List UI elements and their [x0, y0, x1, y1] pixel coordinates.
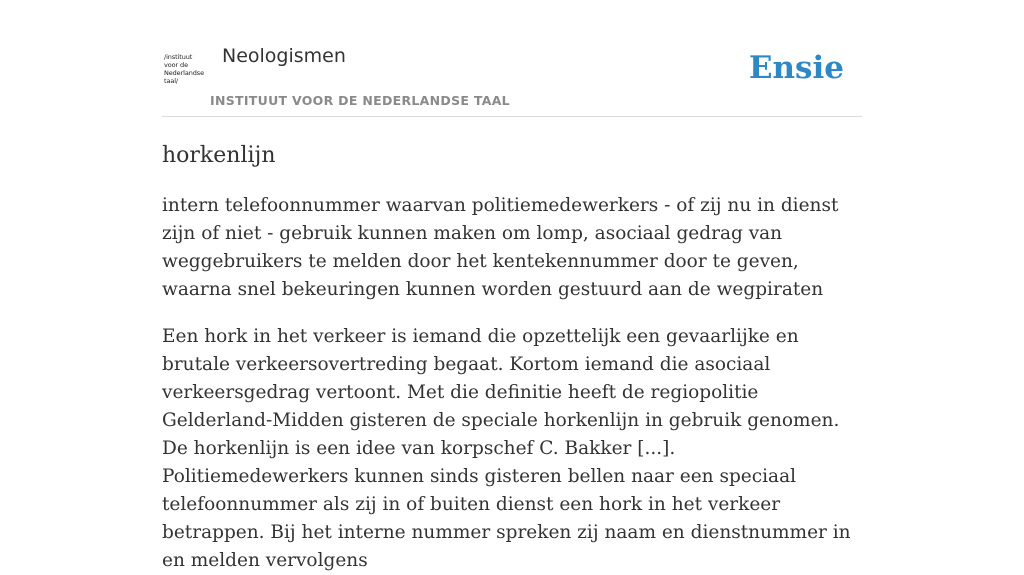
entry-definition: intern telefoonnummer waarvan politiemedewerkers - of zij nu in dienst zijn of niet - gebruik kunnen maken om lomp, asociaal gedrag van weggebruikers te melden door het kentekennummer door te geven, waarna snel bekeuringen kunnen worden gestuurd aan de wegpiraten [162, 195, 839, 300]
logo-line: taal/ [164, 77, 179, 85]
ivdnt-logo[interactable] [164, 53, 208, 91]
publisher-subtitle: INSTITUUT VOOR DE NEDERLANDSE TAAL [210, 93, 510, 108]
content-column [162, 0, 862, 575]
logo-line: Nederlandse [164, 69, 204, 77]
entry-title: horkenlijn [162, 143, 276, 168]
ensie-brand-link[interactable]: Ensie [748, 50, 844, 86]
entry-example: Een hork in het verkeer is iemand die opzettelijk een gevaarlijke en brutale verkeersovertreding begaat. Kortom iemand die asociaal verkeersgedrag vertoont. Met die definitie heeft de regiopolitie Gelderland-Midden gisteren de speciale horkenlijn in gebruik genomen. De horkenlijn is een idee van korpschef C. Bakker [...]. Politiemedewerkers kunnen sinds gisteren bellen naar een speciaal telefoonnummer als zij in of buiten dienst een hork in het verkeer betrappen. Bij het interne nummer spreken zij naam en dienstnummer in en melden vervolgens [162, 326, 851, 571]
logo-line: /instituut [164, 53, 193, 61]
site-header [162, 0, 862, 117]
logo-line: voor de [164, 61, 188, 69]
site-title-link[interactable]: Neologismen [222, 45, 346, 67]
